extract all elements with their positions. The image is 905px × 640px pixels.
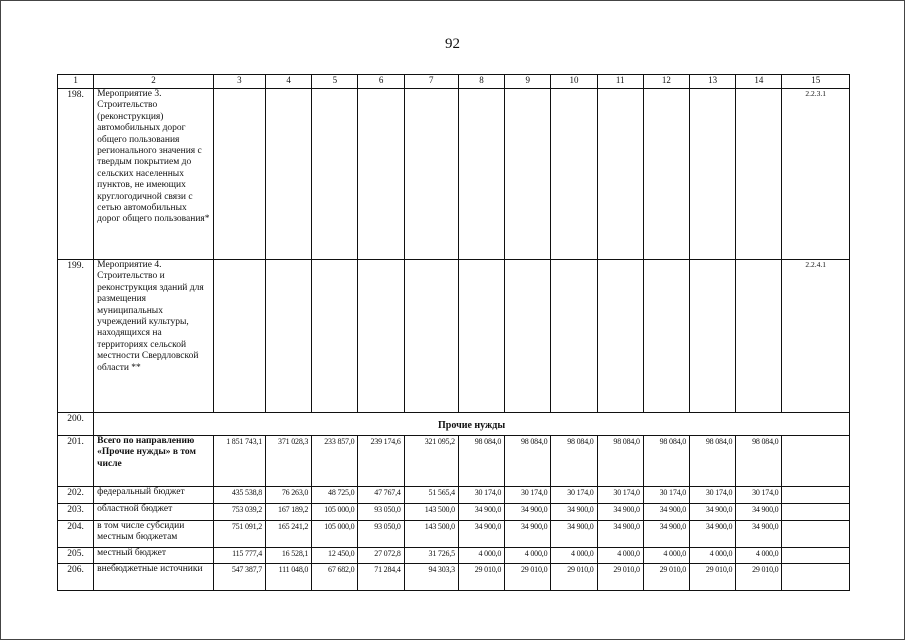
value-cell: 34 900,0 <box>690 504 736 521</box>
empty-cell <box>266 260 312 413</box>
value-cell: 29 010,0 <box>690 564 736 591</box>
value-cell: 29 010,0 <box>505 564 551 591</box>
value-cell: 4 000,0 <box>597 548 643 564</box>
row-number: 201. <box>58 436 94 487</box>
value-cell: 34 900,0 <box>458 504 504 521</box>
column-number: 6 <box>358 75 404 89</box>
row-number: 205. <box>58 548 94 564</box>
empty-cell <box>312 89 358 260</box>
value-cell: 1 851 743,1 <box>213 436 265 487</box>
program-table <box>57 74 850 591</box>
empty-cell <box>643 260 689 413</box>
column-number: 15 <box>782 75 850 89</box>
empty-cell <box>358 260 404 413</box>
value-cell: 34 900,0 <box>505 521 551 548</box>
table-row <box>58 260 850 413</box>
empty-cell <box>782 564 850 591</box>
value-cell: 165 241,2 <box>266 521 312 548</box>
empty-cell <box>404 260 458 413</box>
value-cell: 27 072,8 <box>358 548 404 564</box>
empty-cell <box>266 89 312 260</box>
empty-cell <box>690 260 736 413</box>
row-number: 200. <box>58 413 94 436</box>
empty-cell <box>782 548 850 564</box>
value-cell: 31 726,5 <box>404 548 458 564</box>
value-cell: 16 528,1 <box>266 548 312 564</box>
value-cell: 4 000,0 <box>643 548 689 564</box>
value-cell: 34 900,0 <box>643 504 689 521</box>
table-row <box>58 89 850 260</box>
value-cell: 98 084,0 <box>643 436 689 487</box>
table-row <box>58 436 850 487</box>
value-cell: 34 900,0 <box>736 521 782 548</box>
column-number-row <box>58 75 850 89</box>
value-cell: 67 682,0 <box>312 564 358 591</box>
value-cell: 111 048,0 <box>266 564 312 591</box>
row-name: внебюджетные источники <box>94 564 214 591</box>
value-cell: 547 387,7 <box>213 564 265 591</box>
value-cell: 143 500,0 <box>404 521 458 548</box>
value-cell: 29 010,0 <box>458 564 504 591</box>
empty-cell <box>404 89 458 260</box>
column-number: 5 <box>312 75 358 89</box>
value-cell: 29 010,0 <box>643 564 689 591</box>
row-number: 203. <box>58 504 94 521</box>
column-number: 3 <box>213 75 265 89</box>
row-name: Мероприятие 3. Строительство (реконструкция) автомобильных дорог общего пользования регионального значения с твердым покрытием до сельских населенных пунктов, не имеющих круглогодичной связи с сетью автомобильных дорог общего пользования* <box>94 89 214 260</box>
row-number: 198. <box>58 89 94 260</box>
value-cell: 371 028,3 <box>266 436 312 487</box>
value-cell: 34 900,0 <box>690 521 736 548</box>
empty-cell <box>597 260 643 413</box>
empty-cell <box>458 260 504 413</box>
value-cell: 115 777,4 <box>213 548 265 564</box>
value-cell: 30 174,0 <box>736 487 782 504</box>
value-cell: 34 900,0 <box>505 504 551 521</box>
value-cell: 4 000,0 <box>458 548 504 564</box>
value-cell: 30 174,0 <box>505 487 551 504</box>
value-cell: 167 189,2 <box>266 504 312 521</box>
value-cell: 47 767,4 <box>358 487 404 504</box>
page-number: 92 <box>445 36 460 52</box>
empty-cell <box>213 260 265 413</box>
value-cell: 51 565,4 <box>404 487 458 504</box>
column-number: 11 <box>597 75 643 89</box>
row-number: 202. <box>58 487 94 504</box>
target-code: 2.2.3.1 <box>782 89 850 260</box>
value-cell: 98 084,0 <box>458 436 504 487</box>
value-cell: 98 084,0 <box>505 436 551 487</box>
column-number: 2 <box>94 75 214 89</box>
value-cell: 29 010,0 <box>736 564 782 591</box>
column-number: 14 <box>736 75 782 89</box>
empty-cell <box>458 89 504 260</box>
column-number: 8 <box>458 75 504 89</box>
value-cell: 29 010,0 <box>597 564 643 591</box>
value-cell: 12 450,0 <box>312 548 358 564</box>
row-name: Мероприятие 4. Строительство и реконструкция зданий для размещения муниципальных учреждений культуры, находящихся на территориях сельской местности Свердловской области ** <box>94 260 214 413</box>
value-cell: 34 900,0 <box>551 521 597 548</box>
value-cell: 29 010,0 <box>551 564 597 591</box>
value-cell: 98 084,0 <box>551 436 597 487</box>
column-number: 1 <box>58 75 94 89</box>
table-row <box>58 564 850 591</box>
table-row <box>58 521 850 548</box>
row-name: областной бюджет <box>94 504 214 521</box>
value-cell: 4 000,0 <box>505 548 551 564</box>
empty-cell <box>312 260 358 413</box>
value-cell: 143 500,0 <box>404 504 458 521</box>
value-cell: 34 900,0 <box>551 504 597 521</box>
column-number: 4 <box>266 75 312 89</box>
row-name: федеральный бюджет <box>94 487 214 504</box>
value-cell: 93 050,0 <box>358 504 404 521</box>
empty-cell <box>505 260 551 413</box>
empty-cell <box>782 504 850 521</box>
value-cell: 30 174,0 <box>551 487 597 504</box>
target-code: 2.2.4.1 <box>782 260 850 413</box>
value-cell: 94 303,3 <box>404 564 458 591</box>
value-cell: 30 174,0 <box>643 487 689 504</box>
table-row <box>58 548 850 564</box>
empty-cell <box>782 487 850 504</box>
column-number: 7 <box>404 75 458 89</box>
value-cell: 105 000,0 <box>312 504 358 521</box>
value-cell: 93 050,0 <box>358 521 404 548</box>
value-cell: 98 084,0 <box>690 436 736 487</box>
value-cell: 4 000,0 <box>736 548 782 564</box>
value-cell: 34 900,0 <box>736 504 782 521</box>
empty-cell <box>643 89 689 260</box>
empty-cell <box>551 89 597 260</box>
value-cell: 753 039,2 <box>213 504 265 521</box>
table-row <box>58 487 850 504</box>
column-number: 10 <box>551 75 597 89</box>
section-title: Прочие нужды <box>94 413 850 436</box>
table-row <box>58 504 850 521</box>
value-cell: 48 725,0 <box>312 487 358 504</box>
column-number: 9 <box>505 75 551 89</box>
row-name: в том числе субсидии местным бюджетам <box>94 521 214 548</box>
value-cell: 751 091,2 <box>213 521 265 548</box>
empty-cell <box>213 89 265 260</box>
value-cell: 4 000,0 <box>551 548 597 564</box>
value-cell: 34 900,0 <box>643 521 689 548</box>
empty-cell <box>505 89 551 260</box>
value-cell: 321 095,2 <box>404 436 458 487</box>
value-cell: 30 174,0 <box>458 487 504 504</box>
value-cell: 98 084,0 <box>597 436 643 487</box>
row-number: 204. <box>58 521 94 548</box>
empty-cell <box>358 89 404 260</box>
column-number: 13 <box>690 75 736 89</box>
value-cell: 105 000,0 <box>312 521 358 548</box>
value-cell: 34 900,0 <box>597 504 643 521</box>
empty-cell <box>597 89 643 260</box>
row-name: местный бюджет <box>94 548 214 564</box>
empty-cell <box>551 260 597 413</box>
section-row <box>58 413 850 436</box>
value-cell: 98 084,0 <box>736 436 782 487</box>
value-cell: 30 174,0 <box>690 487 736 504</box>
value-cell: 71 284,4 <box>358 564 404 591</box>
empty-cell <box>736 260 782 413</box>
empty-cell <box>690 89 736 260</box>
value-cell: 233 857,0 <box>312 436 358 487</box>
empty-cell <box>782 521 850 548</box>
value-cell: 34 900,0 <box>597 521 643 548</box>
row-number: 199. <box>58 260 94 413</box>
value-cell: 239 174,6 <box>358 436 404 487</box>
value-cell: 4 000,0 <box>690 548 736 564</box>
empty-cell <box>736 89 782 260</box>
value-cell: 76 263,0 <box>266 487 312 504</box>
row-name: Всего по направлению «Прочие нужды» в том числе <box>94 436 214 487</box>
value-cell: 34 900,0 <box>458 521 504 548</box>
column-number: 12 <box>643 75 689 89</box>
row-number: 206. <box>58 564 94 591</box>
empty-cell <box>782 436 850 487</box>
value-cell: 435 538,8 <box>213 487 265 504</box>
value-cell: 30 174,0 <box>597 487 643 504</box>
